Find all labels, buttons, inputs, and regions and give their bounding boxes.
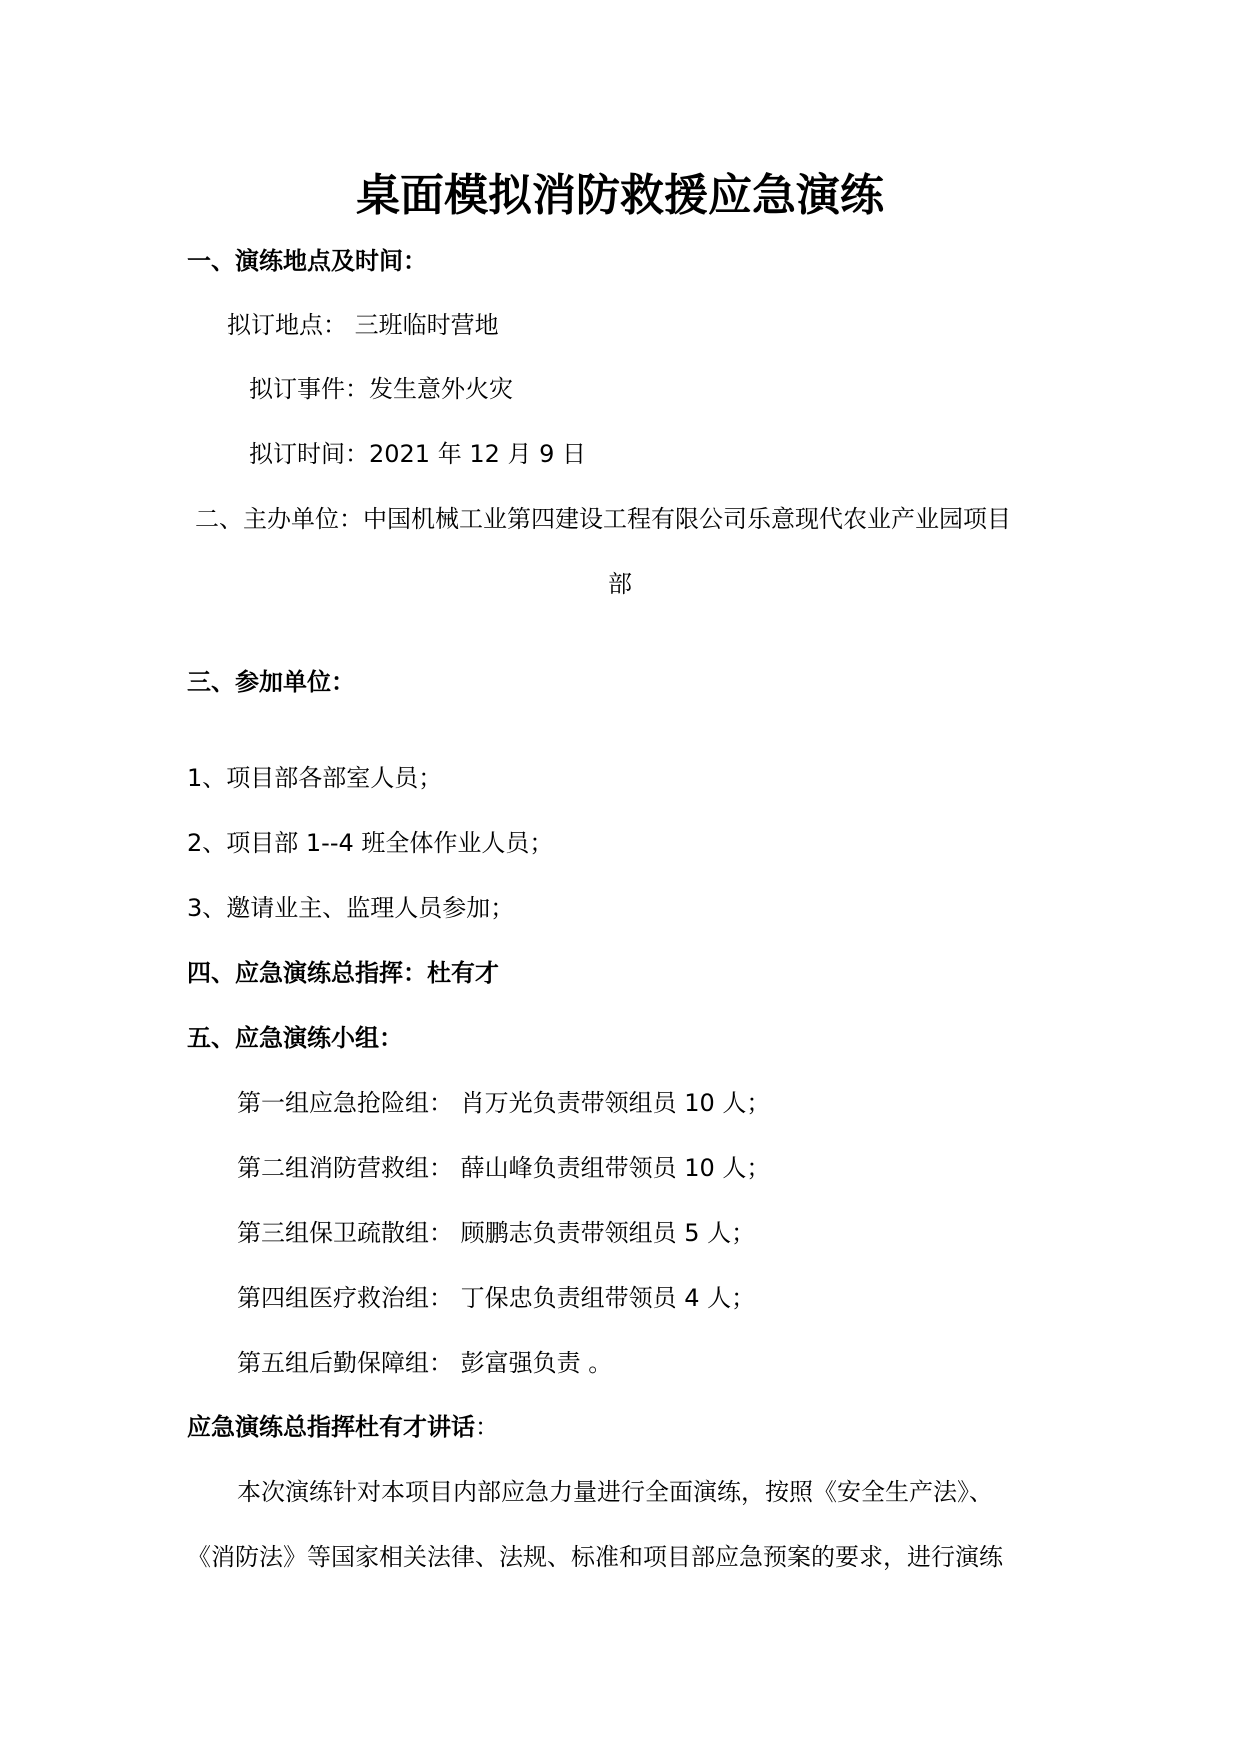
speech-heading-row (187, 1412, 499, 1442)
section5-heading: 五、应急演练小组： (187, 1024, 403, 1052)
participant-item: 3、邀请业主、监理人员参加； (187, 894, 515, 922)
speech-heading-colon: ： (475, 1413, 499, 1441)
section1-heading: 一、演练地点及时间： (187, 247, 427, 275)
speech-heading: 应急演练总指挥杜有才讲话 (187, 1413, 475, 1441)
organizer-line2: 部 (608, 570, 632, 598)
section3-heading: 三、参加单位： (187, 668, 355, 696)
organizer-line1: 二、主办单位：中国机械工业第四建设工程有限公司乐意现代农业产业园项目 (195, 505, 1011, 533)
drill-time: 拟订时间：2021 年 12 月 9 日 (249, 440, 587, 468)
section4-heading: 四、应急演练总指挥：杜有才 (187, 959, 499, 987)
drill-group: 第五组后勤保障组： 彭富强负责 。 (237, 1349, 613, 1377)
drill-event: 拟订事件：发生意外火灾 (249, 375, 513, 403)
document-title: 桌面模拟消防救援应急演练 (356, 170, 884, 221)
speech-paragraph-line2: 《消防法》等国家相关法律、法规、标准和项目部应急预案的要求，进行演练 (187, 1543, 1003, 1571)
participant-item: 1、项目部各部室人员； (187, 764, 443, 792)
drill-location: 拟订地点： 三班临时营地 (227, 311, 499, 339)
drill-group: 第三组保卫疏散组： 顾鹏志负责带领组员 5 人； (237, 1219, 756, 1247)
drill-group: 第二组消防营救组： 薛山峰负责组带领员 10 人； (237, 1154, 771, 1182)
speech-paragraph-line1: 本次演练针对本项目内部应急力量进行全面演练，按照《安全生产法》、 (237, 1478, 993, 1506)
drill-group: 第一组应急抢险组： 肖万光负责带领组员 10 人； (237, 1089, 771, 1117)
drill-group: 第四组医疗救治组： 丁保忠负责组带领员 4 人； (237, 1284, 756, 1312)
participant-item: 2、项目部 1--4 班全体作业人员； (187, 829, 554, 857)
